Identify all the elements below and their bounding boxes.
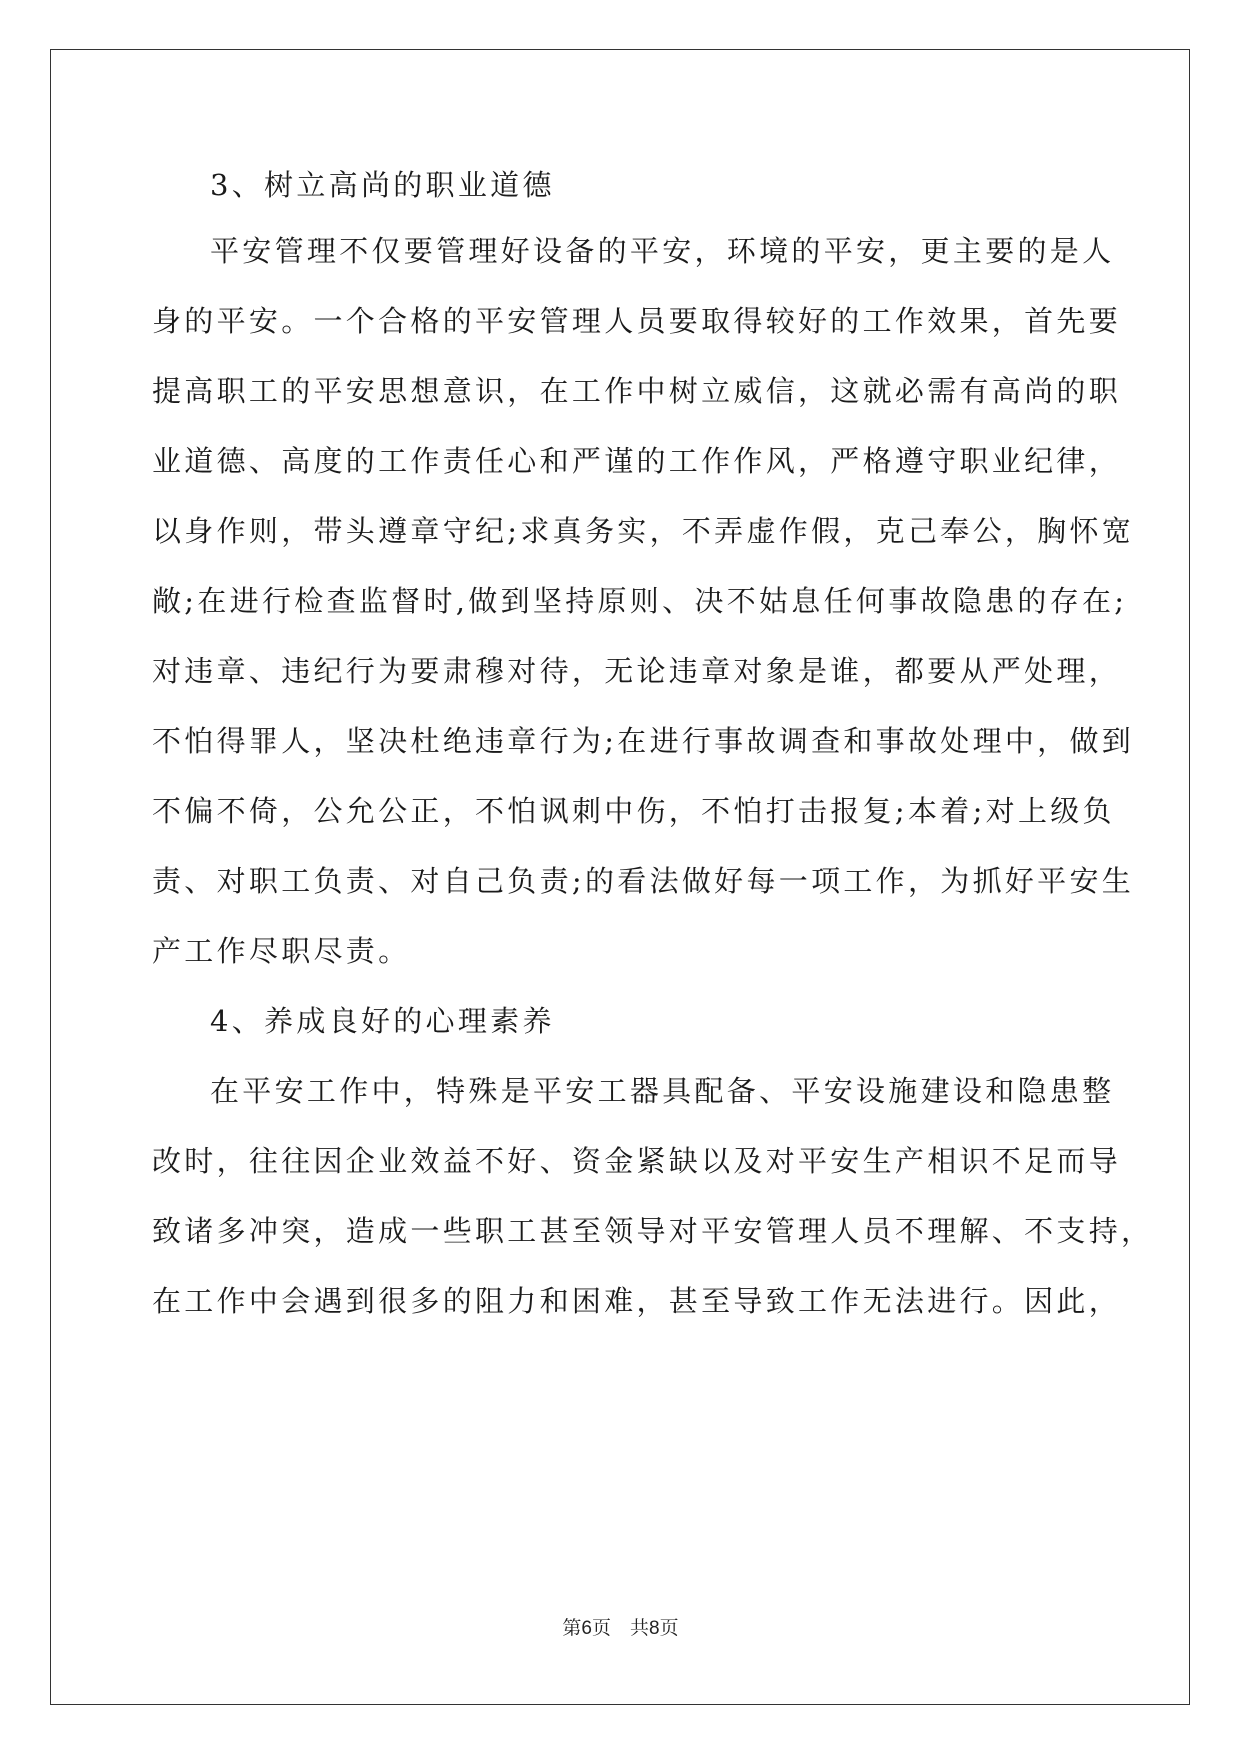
footer-prefix: 第	[562, 1617, 582, 1639]
total-page-number: 8	[649, 1618, 660, 1639]
paragraph-line: 以身作则，带头遵章守纪;求真务实，不弄虚作假，克己奉公，胸怀宽	[152, 514, 1135, 548]
footer-mid: 页 共	[591, 1617, 649, 1639]
paragraph-line: 身的平安。一个合格的平安管理人员要取得较好的工作效果，首先要	[152, 304, 1122, 338]
section-heading-3: 3、树立高尚的职业道德	[210, 168, 555, 202]
paragraph-line: 在工作中会遇到很多的阻力和困难，甚至导致工作无法进行。因此，	[152, 1284, 1122, 1318]
paragraph-line: 改时，往往因企业效益不好、资金紧缺以及对平安生产相识不足而导	[152, 1144, 1122, 1178]
page-footer	[0, 1616, 1241, 1641]
paragraph-line: 在平安工作中，特殊是平安工器具配备、平安设施建设和隐患整	[210, 1074, 1115, 1108]
paragraph-line: 对违章、违纪行为要肃穆对待，无论违章对象是谁，都要从严处理，	[152, 654, 1122, 688]
paragraph-line: 敞;在进行检查监督时,做到坚持原则、决不姑息任何事故隐患的存在;	[152, 584, 1128, 618]
paragraph-line: 业道德、高度的工作责任心和严谨的工作作风，严格遵守职业纪律，	[152, 444, 1122, 478]
paragraph-line: 产工作尽职尽责。	[152, 934, 411, 968]
paragraph-line: 不怕得罪人，坚决杜绝违章行为;在进行事故调查和事故处理中，做到	[152, 724, 1135, 758]
paragraph-line: 不偏不倚，公允公正，不怕讽刺中伤，不怕打击报复;本着;对上级负	[152, 794, 1115, 828]
current-page-number: 6	[581, 1618, 592, 1639]
paragraph-line: 责、对职工负责、对自己负责;的看法做好每一项工作，为抓好平安生	[152, 864, 1135, 898]
paragraph-line: 提高职工的平安思想意识，在工作中树立威信，这就必需有高尚的职	[152, 374, 1122, 408]
paragraph-line: 平安管理不仅要管理好设备的平安，环境的平安，更主要的是人	[210, 234, 1115, 268]
section-heading-4: 4、养成良好的心理素养	[210, 1004, 555, 1038]
paragraph-line: 致诸多冲突，造成一些职工甚至领导对平安管理人员不理解、不支持，	[152, 1214, 1154, 1248]
footer-suffix: 页	[659, 1617, 679, 1639]
